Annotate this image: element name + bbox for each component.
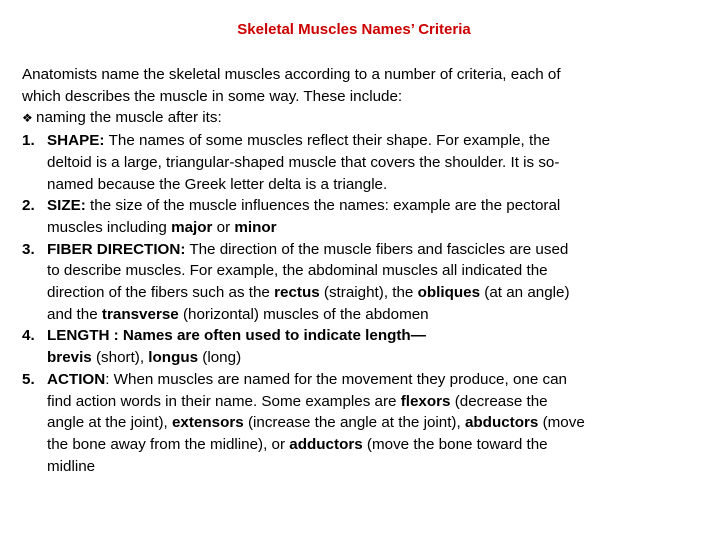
page-title: Skeletal Muscles Names’ Criteria xyxy=(237,21,471,38)
item-number: 1. xyxy=(22,132,35,150)
bullet-text: naming the muscle after its: xyxy=(36,109,222,127)
list-item-size: 2. SIZE: the size of the muscle influences the names: example are the pectoral muscles including major or minor xyxy=(22,197,561,236)
item-number: 2. xyxy=(22,197,35,215)
item-term: LENGTH : Names are often used to indicate length— xyxy=(47,327,426,345)
diamond-bullet-icon: ❖ xyxy=(22,111,33,126)
body-text xyxy=(22,64,702,477)
list-item-action: 5. ACTION: When muscles are named for the movement they produce, one can find action words in their name. Some examples are flexors (decrease the angle at the joint), extensors (increase the angle at the joint), abductors (move the bone away from the midline), or adductors (move the bone toward the midline xyxy=(22,370,585,475)
list-item-fiber-direction: 3. FIBER DIRECTION: The direction of the muscle fibers and fascicles are used to describe muscles. For example, the abdominal muscles all indicated the direction of the fibers such as the rectus (straight), the obliques (at an angle) and the transverse (horizontal) muscles of the abdomen xyxy=(22,240,570,323)
item-number: 4. xyxy=(22,327,35,345)
item-number: 3. xyxy=(22,240,35,258)
list-item-length: 4. LENGTH : Names are often used to indicate length— brevis (short), longus (long) xyxy=(22,327,426,367)
intro-line-2: which describes the muscle in some way. These include: xyxy=(22,87,403,105)
item-term: SIZE: xyxy=(47,197,86,215)
item-term: FIBER DIRECTION: xyxy=(47,240,186,258)
list-item-shape: 1. SHAPE: The names of some muscles reflect their shape. For example, the deltoid is a large, triangular-shaped muscle that covers the shoulder. It is so- named because the Greek letter delta is a triangle. xyxy=(22,132,560,193)
intro-line-1: Anatomists name the skeletal muscles according to a number of criteria, each of xyxy=(22,66,561,83)
item-number: 5. xyxy=(22,370,35,388)
item-term: SHAPE: xyxy=(47,132,105,150)
bullet-line xyxy=(22,107,702,130)
item-term: ACTION xyxy=(47,370,106,388)
